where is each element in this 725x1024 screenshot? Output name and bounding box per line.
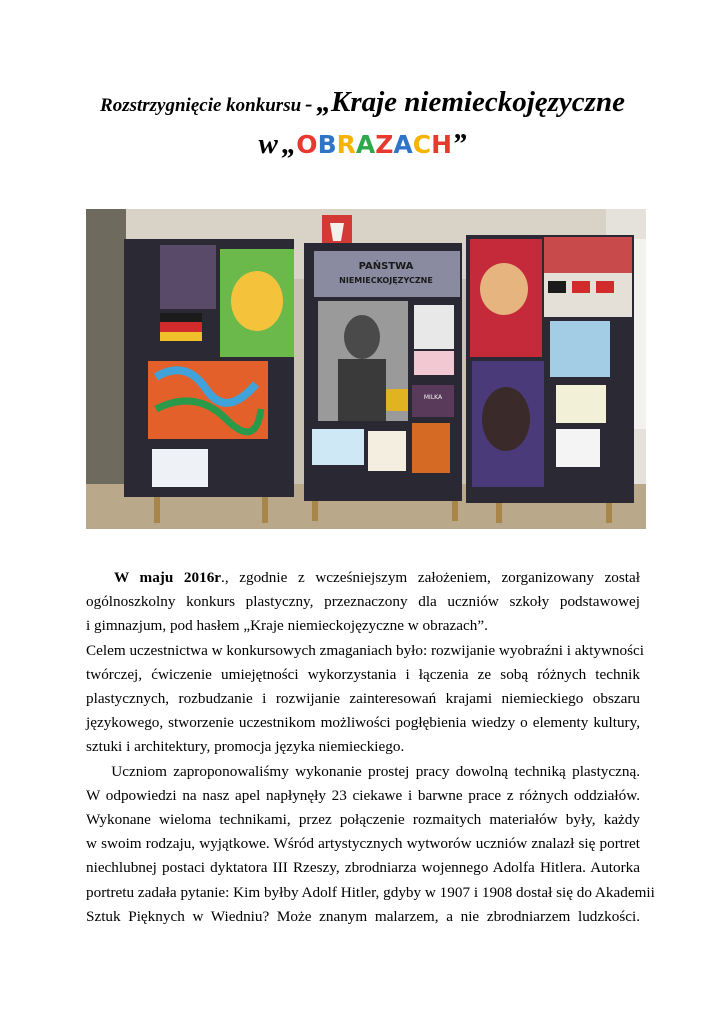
text-line: twórczej, ćwiczenie umiejętności wykorzystania i łączenia ze sobą różnych technik	[86, 665, 640, 683]
title-dash: -	[305, 91, 313, 116]
text-line: W odpowiedzi na nasz apel napłynęły 23 ciekawe i barwne prace z różnych oddziałów.	[86, 786, 640, 804]
title-colored-letter: C	[412, 130, 432, 159]
title-colored-word	[296, 130, 452, 159]
title-colored-letter: R	[336, 130, 356, 159]
text-line: i gimnazjum, pod hasłem „Kraje niemieckojęzyczne w obrazach”.	[86, 617, 488, 635]
title-open-quote: „	[281, 128, 297, 160]
text-line: w swoim rodzaju, wyjątkowe. Wśród artystycznych wytworów uczniów znalazł się portret	[86, 835, 640, 853]
text-line: plastycznych, rozbudzanie i rozwijanie zainteresowań krajami niemieckiego obszaru	[86, 690, 640, 708]
text-line: sztuki i architektury, promocja języka niemieckiego.	[86, 738, 405, 756]
title-colored-letter: A	[355, 130, 376, 159]
text-line: portretu zadała pytanie: Kim byłby Adolf Hitler, gdyby w 1907 i 1908 dostał się do Akademii	[86, 883, 655, 901]
title-colored-letter: A	[393, 130, 413, 159]
text-line	[86, 566, 640, 590]
document-title-line-2	[0, 128, 725, 161]
text-line: Uczniom zaproponowaliśmy wykonanie prostej pracy dowolną techniką plastyczną.	[86, 762, 640, 780]
text-line: Wykonane wieloma technikami, przez połączenie rozmaitych materiałów były, każdy	[86, 811, 640, 829]
title-w: w	[258, 128, 278, 160]
text-line: ogólnoszkolny konkurs plastyczny, przeznaczony dla uczniów szkoły podstawowej	[86, 593, 640, 611]
title-main: „Kraje niemieckojęzyczne	[316, 86, 625, 118]
title-close-quote: ”	[452, 128, 467, 160]
text-line: Sztuk Pięknych w Wiedniu? Może znanym malarzem, a nie zbrodniarzem ludzkości.	[86, 907, 640, 925]
lead-rest: ., zgodnie z wcześniejszym założeniem, zorganizowany został	[221, 569, 640, 586]
lead-date: W maju 2016r	[114, 569, 222, 586]
article-body	[86, 566, 655, 929]
title-colored-letter: O	[296, 130, 318, 159]
title-colored-letter: Z	[375, 130, 394, 159]
text-line: Celem uczestnictwa w konkursowych zmaganiach było: rozwijanie wyobraźni i aktywności	[86, 641, 644, 659]
text-line: niechlubnej postaci dyktatora III Rzeszy, zbrodniarza wojennego Adolfa Hitlera. Autorka	[86, 859, 640, 877]
title-prefix: Rozstrzygnięcie konkursu	[100, 95, 302, 116]
milka-label: MILKA	[423, 394, 443, 401]
title-colored-letter: H	[431, 130, 453, 159]
text-line: językowego, stworzenie uczestnikom możliwości pogłębienia wiedzy o elementy kultury,	[86, 714, 640, 732]
banner-line-1: PAŃSTWA	[358, 261, 414, 272]
title-colored-letter: B	[317, 130, 337, 159]
banner-line-2: NIEMIECKOJĘZYCZNE	[339, 276, 433, 285]
document-title-line-1	[0, 86, 725, 119]
exhibition-photo	[86, 209, 646, 529]
